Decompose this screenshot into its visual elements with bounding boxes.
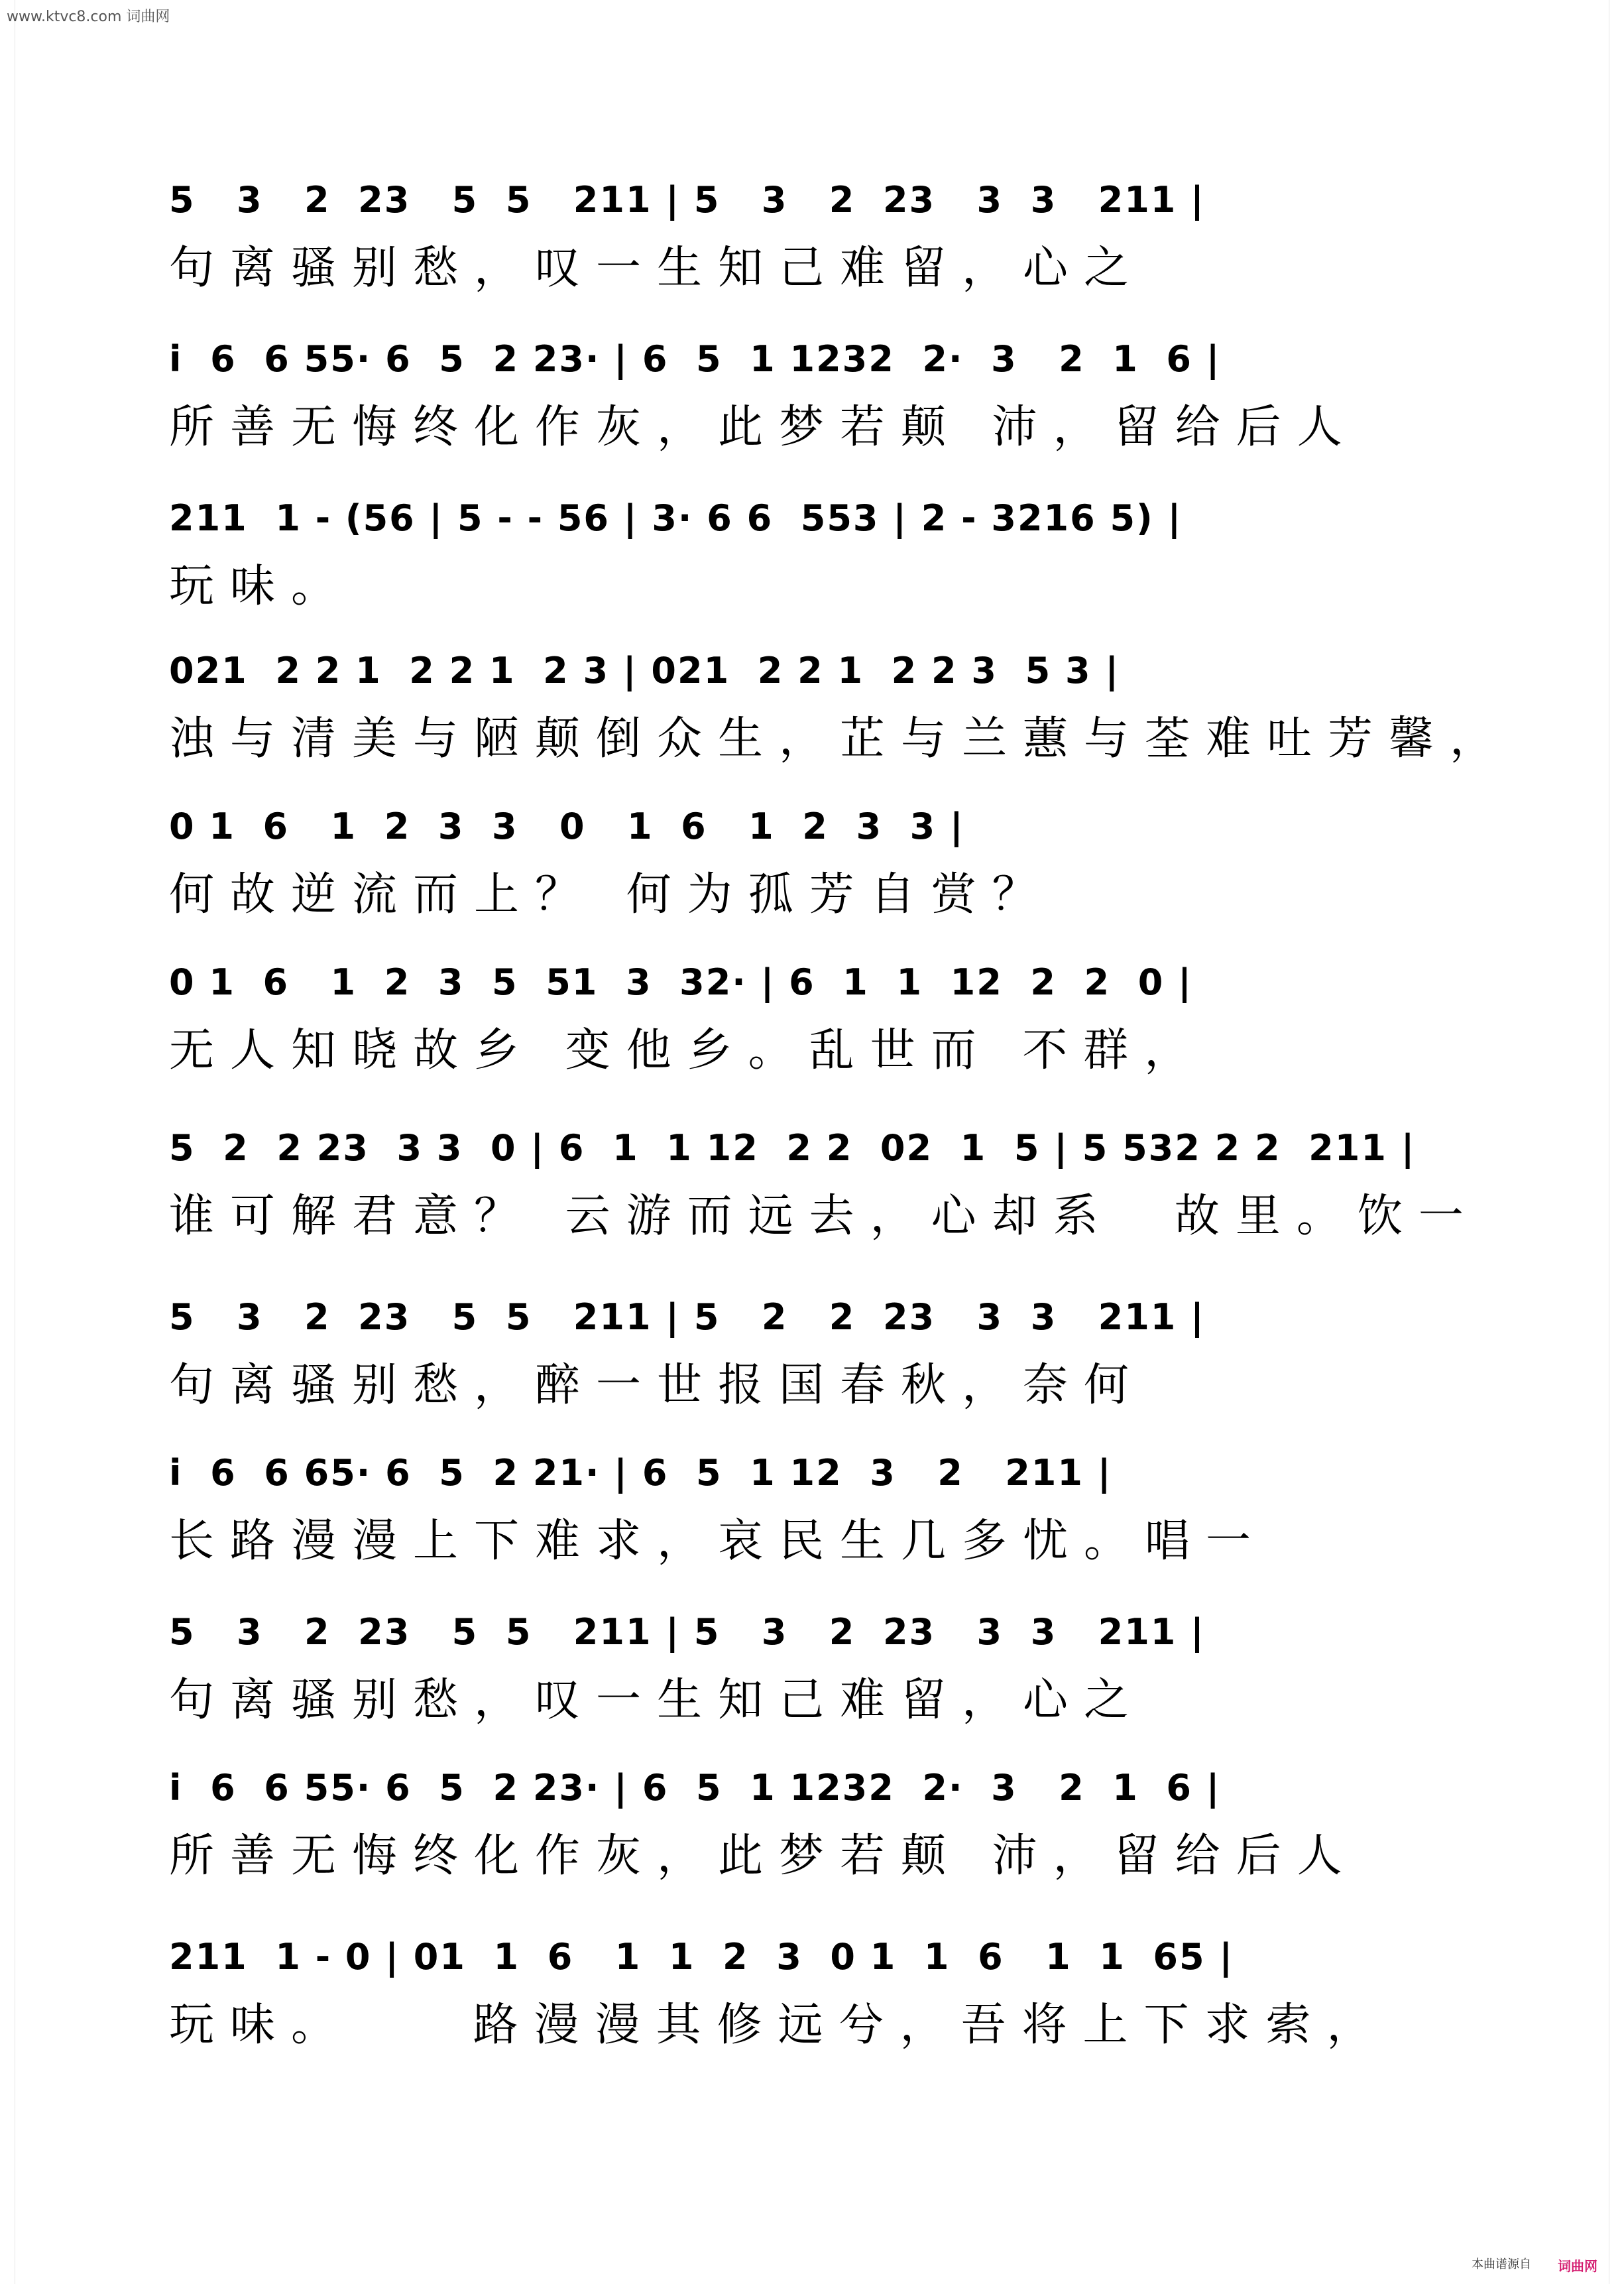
lyrics-line: 句离骚别愁，叹一生知己难留，心之	[169, 1674, 1145, 1726]
lyrics-line: 所善无悔终化作灰，此梦若颠 沛，留给后人	[169, 1830, 1358, 1882]
notes-line: 211 1 - 0 | 01 1 6 1 1 2 3 0 1 1 6 1 1 65 |	[169, 1936, 1234, 1978]
site-logo[interactable]: 词曲网	[1558, 2258, 1597, 2274]
lyrics-line: 浊与清美与陋颠倒众生，芷与兰蕙与荃难吐芳馨，	[169, 713, 1511, 765]
notes-line: 0 1 6 1 2 3 3 0 1 6 1 2 3 3 |	[169, 806, 964, 847]
notes-line: 5 3 2 23 5 5 211 | 5 2 2 23 3 3 211 |	[169, 1296, 1205, 1338]
notes-line: 021 2 2 1 2 2 1 2 3 | 021 2 2 1 2 2 3 5 3 |	[169, 650, 1120, 691]
lyrics-line: 玩味。 路漫漫其修远兮，吾将上下求索，	[169, 1999, 1388, 2051]
lyrics-line: 无人知晓故乡 变他乡。乱世而 不群，	[169, 1024, 1206, 1077]
score-row-12	[169, 1936, 1468, 2055]
lyrics-line: 句离骚别愁，醉一世报国春秋，奈何	[169, 1359, 1145, 1412]
notes-line: i 6 6 55· 6 5 2 23· | 6 5 1 1232 2· 3 2 1 6 |	[169, 338, 1221, 380]
notes-line: i 6 6 65· 6 5 2 21· | 6 5 1 12 3 2 211 |	[169, 1452, 1112, 1494]
score-row-1	[169, 179, 1468, 298]
score-row-8	[169, 1296, 1468, 1415]
lyrics-line: 谁可解君意？ 云游而远去，心却系 故里。饮一	[169, 1190, 1479, 1242]
score-row-10	[169, 1611, 1468, 1730]
lyrics-line: 长路漫漫上下难求，哀民生几多忧。唱一	[169, 1515, 1267, 1567]
score-row-11	[169, 1767, 1468, 1886]
lyrics-line: 所善无悔终化作灰，此梦若颠 沛，留给后人	[169, 401, 1358, 453]
score-row-6	[169, 961, 1468, 1081]
notes-line: 5 3 2 23 5 5 211 | 5 3 2 23 3 3 211 |	[169, 179, 1205, 221]
lyrics-line: 何故逆流而上？ 何为孤芳自赏？	[169, 869, 1053, 921]
lyrics-line: 句离骚别愁，叹一生知己难留，心之	[169, 242, 1145, 294]
notes-line: 5 2 2 23 3 3 0 | 6 1 1 12 2 2 02 1 5 | 5 532 2 2 211 |	[169, 1127, 1416, 1169]
source-credit: 本曲谱源自	[1472, 2257, 1531, 2271]
score-row-4	[169, 650, 1511, 769]
notes-line: 0 1 6 1 2 3 5 51 3 32· | 6 1 1 12 2 2 0 |	[169, 961, 1192, 1003]
score-row-3	[169, 497, 1468, 617]
notes-line: 5 3 2 23 5 5 211 | 5 3 2 23 3 3 211 |	[169, 1611, 1205, 1653]
score-row-5	[169, 806, 1468, 925]
score-row-9	[169, 1452, 1468, 1571]
site-header: www.ktvc8.com 词曲网	[7, 9, 170, 25]
lyrics-line: 玩味。	[169, 560, 353, 613]
notes-line: 211 1 - (56 | 5 - - 56 | 3· 6 6 553 | 2 - 3216 5) |	[169, 497, 1183, 539]
score-row-7	[169, 1127, 1479, 1246]
notes-line: i 6 6 55· 6 5 2 23· | 6 5 1 1232 2· 3 2 1 6 |	[169, 1767, 1221, 1809]
score-row-2	[169, 338, 1468, 457]
